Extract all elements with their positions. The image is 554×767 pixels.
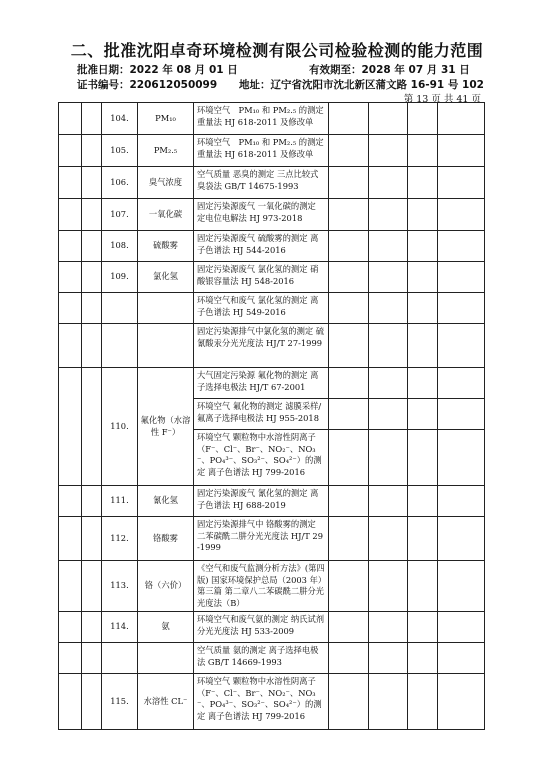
capability-table	[58, 102, 485, 730]
item-number: 110.	[102, 368, 138, 486]
blank-cell	[59, 517, 82, 561]
blank-cell	[329, 643, 369, 674]
blank-cell	[59, 231, 82, 262]
blank-cell	[82, 231, 102, 262]
test-method: 环境空气 氟化物的测定 滤膜采样/氟离子选择电极法 HJ 955-2018	[194, 399, 329, 430]
valid-until: 有效期至：2028 年 07 月 31 日	[309, 64, 470, 76]
test-method: 环境空气和废气氨的测定 纳氏试剂分光光度法 HJ 533-2009	[194, 612, 329, 643]
test-method: 固定污染源排气中 铬酸雾的测定 二苯碳酰二肼分光光度法 HJ/T 29-1999	[194, 517, 329, 561]
table-row	[59, 643, 485, 674]
blank-cell	[59, 167, 82, 199]
blank-cell	[329, 167, 369, 199]
parameter-name: 氟化物（水溶性 F⁻）	[138, 368, 194, 486]
blank-cell	[438, 103, 485, 135]
blank-cell	[82, 293, 102, 324]
blank-cell	[329, 368, 369, 399]
blank-cell	[438, 135, 485, 167]
blank-cell	[369, 561, 408, 612]
item-number: 111.	[102, 486, 138, 517]
blank-cell	[329, 135, 369, 167]
blank-cell	[408, 430, 438, 486]
blank-cell	[82, 167, 102, 199]
blank-cell	[82, 612, 102, 643]
test-method: 固定污染源废气 硫酸雾的测定 离子色谱法 HJ 544-2016	[194, 231, 329, 262]
blank-cell	[82, 199, 102, 231]
blank-cell	[438, 486, 485, 517]
blank-cell	[408, 262, 438, 293]
test-method: 环境空气 颗粒物中水溶性阴离子（F⁻、Cl⁻、Br⁻、NO₂⁻、NO₃⁻、PO₄³⁻、SO₃²⁻、SO₄²⁻）的测定 离子色谱法 HJ 799-2016	[194, 674, 329, 730]
blank-cell	[329, 262, 369, 293]
blank-cell	[329, 486, 369, 517]
parameter-name	[138, 643, 194, 674]
blank-cell	[59, 135, 82, 167]
table-row	[59, 231, 485, 262]
blank-cell	[329, 399, 369, 430]
table-body	[59, 103, 485, 730]
item-number: 114.	[102, 612, 138, 643]
blank-cell	[369, 368, 408, 399]
blank-cell	[82, 674, 102, 730]
item-number: 113.	[102, 561, 138, 612]
blank-cell	[369, 430, 408, 486]
parameter-name: 氰化氢	[138, 486, 194, 517]
blank-cell	[369, 612, 408, 643]
blank-cell	[438, 324, 485, 368]
blank-cell	[369, 199, 408, 231]
test-method: 环境空气 PM₁₀ 和 PM₂.₅ 的测定 重量法 HJ 618-2011 及修改单	[194, 103, 329, 135]
blank-cell	[329, 612, 369, 643]
item-number: 104.	[102, 103, 138, 135]
test-method: 《空气和废气监测分析方法》(第四版) 国家环境保护总局（2003 年）第三篇 第二章八二苯碳酰二肼分光光度法（B）	[194, 561, 329, 612]
item-number	[102, 643, 138, 674]
blank-cell	[438, 167, 485, 199]
blank-cell	[408, 561, 438, 612]
parameter-name: 一氧化碳	[138, 199, 194, 231]
blank-cell	[369, 486, 408, 517]
blank-cell	[408, 486, 438, 517]
blank-cell	[408, 674, 438, 730]
meta-row-2	[77, 77, 484, 92]
blank-cell	[438, 612, 485, 643]
parameter-name: PM₁₀	[138, 103, 194, 135]
table-row	[59, 199, 485, 231]
blank-cell	[329, 517, 369, 561]
parameter-name: 氯化氢	[138, 262, 194, 293]
blank-cell	[329, 293, 369, 324]
blank-cell	[369, 517, 408, 561]
page-title: 二、批准沈阳卓奇环境检测有限公司检验检测的能力范围	[70, 41, 484, 60]
blank-cell	[408, 231, 438, 262]
blank-cell	[408, 167, 438, 199]
item-number: 106.	[102, 167, 138, 199]
blank-cell	[369, 324, 408, 368]
approval-date: 批准日期：2022 年 08 月 01 日	[77, 64, 238, 76]
table-row	[59, 612, 485, 643]
table-row	[59, 674, 485, 730]
blank-cell	[438, 643, 485, 674]
blank-cell	[369, 231, 408, 262]
cert-number: 证书编号：220612050099	[77, 79, 218, 91]
blank-cell	[408, 103, 438, 135]
blank-cell	[438, 199, 485, 231]
test-method: 环境空气 PM₁₀ 和 PM₂.₅ 的测定 重量法 HJ 618-2011 及修改单	[194, 135, 329, 167]
blank-cell	[82, 262, 102, 293]
blank-cell	[408, 643, 438, 674]
blank-cell	[408, 324, 438, 368]
table-row	[59, 324, 485, 368]
item-number: 108.	[102, 231, 138, 262]
table-row	[59, 561, 485, 612]
blank-cell	[82, 517, 102, 561]
table-row	[59, 135, 485, 167]
item-number: 109.	[102, 262, 138, 293]
blank-cell	[438, 368, 485, 399]
test-method: 固定污染源废气 氯化氢的测定 硝酸银容量法 HJ 548-2016	[194, 262, 329, 293]
blank-cell	[369, 293, 408, 324]
blank-cell	[329, 199, 369, 231]
blank-cell	[438, 430, 485, 486]
blank-cell	[82, 643, 102, 674]
blank-cell	[438, 293, 485, 324]
test-method: 环境空气和废气 氯化氢的测定 离子色谱法 HJ 549-2016	[194, 293, 329, 324]
blank-cell	[438, 517, 485, 561]
table-row	[59, 167, 485, 199]
parameter-name: 硫酸雾	[138, 231, 194, 262]
blank-cell	[408, 368, 438, 399]
blank-cell	[59, 643, 82, 674]
blank-cell	[408, 612, 438, 643]
blank-cell	[59, 486, 82, 517]
item-number	[102, 293, 138, 324]
item-number: 112.	[102, 517, 138, 561]
blank-cell	[329, 430, 369, 486]
blank-cell	[438, 231, 485, 262]
blank-cell	[408, 135, 438, 167]
blank-cell	[329, 324, 369, 368]
meta-row-1	[77, 62, 470, 77]
table-row	[59, 103, 485, 135]
parameter-name: 水溶性 CL⁻	[138, 674, 194, 730]
blank-cell	[369, 674, 408, 730]
test-method: 空气质量 氨的测定 离子选择电极法 GB/T 14669-1993	[194, 643, 329, 674]
item-number: 105.	[102, 135, 138, 167]
blank-cell	[408, 517, 438, 561]
blank-cell	[329, 103, 369, 135]
parameter-name: 氨	[138, 612, 194, 643]
blank-cell	[408, 293, 438, 324]
test-method: 固定污染源排气中氯化氢的测定 硫氰酸汞分光光度法 HJ/T 27-1999	[194, 324, 329, 368]
blank-cell	[82, 324, 102, 368]
blank-cell	[329, 231, 369, 262]
blank-cell	[82, 368, 102, 486]
parameter-name: 臭气浓度	[138, 167, 194, 199]
blank-cell	[369, 262, 408, 293]
parameter-name: 铬（六价）	[138, 561, 194, 612]
blank-cell	[438, 399, 485, 430]
blank-cell	[369, 135, 408, 167]
table-row	[59, 517, 485, 561]
blank-cell	[59, 324, 82, 368]
parameter-name: PM₂.₅	[138, 135, 194, 167]
blank-cell	[369, 103, 408, 135]
blank-cell	[438, 561, 485, 612]
test-method: 固定污染源废气 氰化氢的测定 离子色谱法 HJ 688-2019	[194, 486, 329, 517]
parameter-name	[138, 324, 194, 368]
blank-cell	[329, 561, 369, 612]
blank-cell	[59, 103, 82, 135]
test-method: 空气质量 恶臭的测定 三点比较式臭袋法 GB/T 14675-1993	[194, 167, 329, 199]
test-method: 固定污染源废气 一氧化碳的测定 定电位电解法 HJ 973-2018	[194, 199, 329, 231]
blank-cell	[438, 674, 485, 730]
table-row	[59, 262, 485, 293]
table-row	[59, 486, 485, 517]
blank-cell	[59, 293, 82, 324]
blank-cell	[59, 262, 82, 293]
parameter-name	[138, 293, 194, 324]
blank-cell	[329, 674, 369, 730]
blank-cell	[369, 643, 408, 674]
item-number	[102, 324, 138, 368]
blank-cell	[438, 262, 485, 293]
blank-cell	[369, 399, 408, 430]
item-number: 107.	[102, 199, 138, 231]
blank-cell	[82, 486, 102, 517]
page-number: 第 13 页 共 41 页	[403, 94, 481, 105]
address: 地址：辽宁省沈阳市沈北新区蒲文路 16-91 号 102	[239, 79, 484, 91]
blank-cell	[82, 135, 102, 167]
item-number: 115.	[102, 674, 138, 730]
blank-cell	[369, 167, 408, 199]
blank-cell	[59, 199, 82, 231]
blank-cell	[59, 368, 82, 486]
parameter-name: 铬酸雾	[138, 517, 194, 561]
blank-cell	[408, 199, 438, 231]
blank-cell	[82, 103, 102, 135]
blank-cell	[408, 399, 438, 430]
blank-cell	[59, 561, 82, 612]
table-row	[59, 293, 485, 324]
table-row	[59, 368, 485, 399]
blank-cell	[59, 612, 82, 643]
blank-cell	[82, 561, 102, 612]
blank-cell	[59, 674, 82, 730]
test-method: 大气固定污染源 氟化物的测定 离子选择电极法 HJ/T 67-2001	[194, 368, 329, 399]
test-method: 环境空气 颗粒物中水溶性阴离子（F⁻、Cl⁻、Br⁻、NO₂⁻、NO₃⁻、PO₄³⁻、SO₃²⁻、SO₄²⁻）的测定 离子色谱法 HJ 799-2016	[194, 430, 329, 486]
